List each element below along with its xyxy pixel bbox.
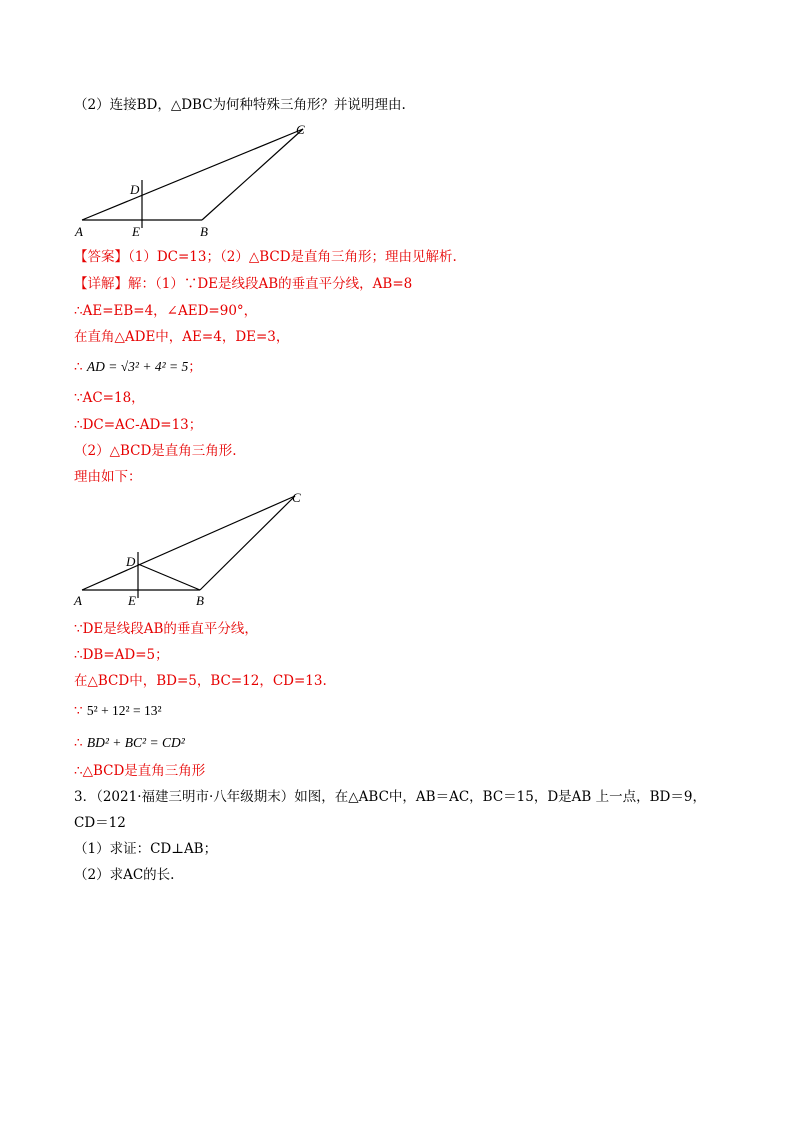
detail-line: 【详解】解：（1）∵DE是线段AB的垂直平分线，AB=8 bbox=[74, 276, 413, 292]
label-d: D bbox=[130, 182, 140, 197]
answer-line: 【答案】（1）DC=13；（2）△BCD是直角三角形；理由见解析. bbox=[74, 249, 457, 265]
segment-bd bbox=[138, 564, 200, 590]
because-symbol: ∵ bbox=[74, 703, 83, 719]
solution-line-7: 理由如下： bbox=[74, 469, 142, 485]
solution-line-11 bbox=[74, 702, 162, 720]
segment-bc bbox=[202, 129, 303, 220]
question-2-prompt: （2）连接BD，△DBC为何种特殊三角形？并说明理由. bbox=[74, 97, 406, 113]
label-e: E bbox=[132, 224, 140, 239]
segment-bc bbox=[200, 496, 295, 590]
pythagorean-sides: BD² + BC² = CD² bbox=[86, 735, 185, 750]
segment-ac bbox=[82, 129, 303, 220]
solution-line-6: （2）△BCD是直角三角形. bbox=[74, 443, 237, 459]
figure-2 bbox=[70, 488, 320, 613]
ad-equation-lhs: AD bbox=[86, 359, 105, 374]
question-3-part-2: （2）求AC的长. bbox=[74, 867, 175, 883]
label-a: A bbox=[74, 593, 82, 608]
label-a: A bbox=[75, 224, 83, 239]
solution-line-3 bbox=[74, 358, 202, 376]
therefore-symbol: ∴ bbox=[74, 735, 83, 751]
question-3-line-1: 3．（2021·福建三明市·八年级期末）如图，在△ABC中，AB＝AC，BC＝15，D是AB 上一点，BD＝9， bbox=[74, 789, 706, 805]
ad-equation-rhs: = √3² + 4² = 5 bbox=[104, 359, 189, 374]
label-d: D bbox=[126, 554, 136, 569]
pythagorean-numbers: 5² + 12² = 13² bbox=[86, 703, 162, 718]
figure-1 bbox=[70, 118, 320, 243]
solution-line-4: ∵AC=18， bbox=[74, 390, 145, 406]
segment-ac bbox=[82, 496, 295, 590]
question-3-line-2: CD＝12 bbox=[74, 815, 126, 831]
solution-line-12 bbox=[74, 734, 185, 752]
solution-line-5: ∴DC=AC-AD=13； bbox=[74, 417, 203, 433]
label-c: C bbox=[296, 122, 305, 137]
label-b: B bbox=[200, 224, 208, 239]
solution-line-8: ∵DE是线段AB的垂直平分线， bbox=[74, 621, 258, 637]
solution-line-2: 在直角△ADE中，AE=4，DE=3， bbox=[74, 329, 290, 345]
solution-line-10: 在△BCD中，BD=5，BC=12，CD=13. bbox=[74, 673, 327, 689]
label-c: C bbox=[292, 490, 301, 505]
therefore-symbol: ∴ bbox=[74, 359, 83, 375]
label-e: E bbox=[128, 593, 136, 608]
solution-line-1: ∴AE=EB=4，∠AED=90°， bbox=[74, 303, 258, 319]
solution-line-13: ∴△BCD是直角三角形 bbox=[74, 763, 206, 779]
question-3-part-1: （1）求证：CD⊥AB； bbox=[74, 841, 218, 857]
semicolon: ； bbox=[188, 359, 202, 375]
label-b: B bbox=[196, 593, 204, 608]
solution-line-9: ∴DB=AD=5； bbox=[74, 647, 169, 663]
